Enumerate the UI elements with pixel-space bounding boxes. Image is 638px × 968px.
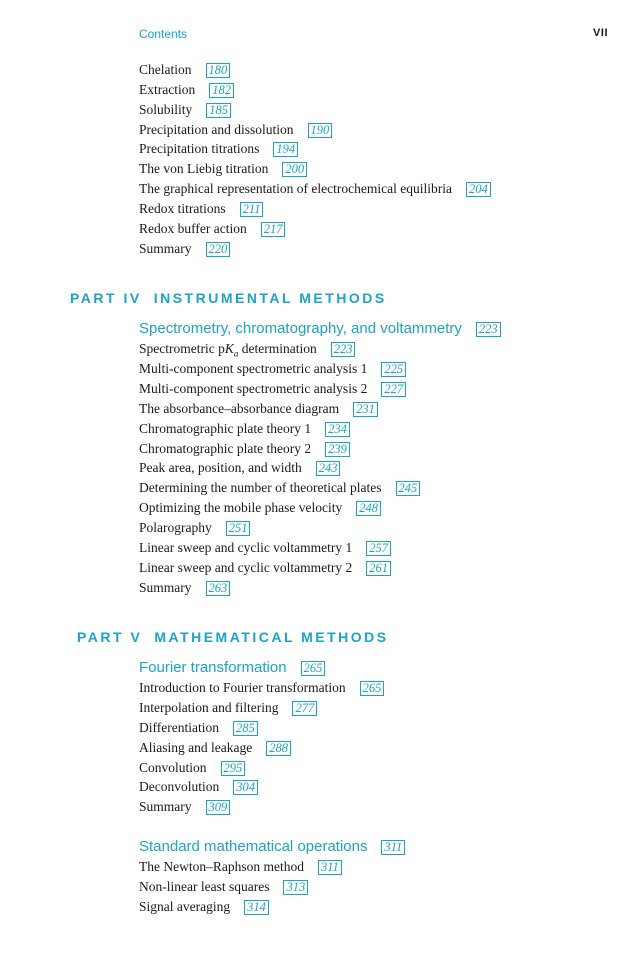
page-number: VII xyxy=(593,27,608,39)
page-link[interactable]: 223 xyxy=(331,342,356,357)
page-link[interactable]: 277 xyxy=(292,701,317,716)
page-link[interactable]: 314 xyxy=(244,900,269,915)
page-link[interactable]: 211 xyxy=(240,202,264,217)
page-link[interactable]: 285 xyxy=(233,721,258,736)
page-link[interactable]: 265 xyxy=(360,681,385,696)
page-link[interactable]: 234 xyxy=(325,422,350,437)
page-link[interactable]: 311 xyxy=(318,860,342,875)
page-link[interactable]: 180 xyxy=(206,63,231,78)
page-link[interactable]: 194 xyxy=(273,142,298,157)
page-link[interactable]: 288 xyxy=(266,741,291,756)
page-link[interactable]: 304 xyxy=(233,780,258,795)
page-link[interactable]: 225 xyxy=(381,362,406,377)
page-link[interactable]: 263 xyxy=(206,581,231,596)
page-link[interactable]: 313 xyxy=(283,880,308,895)
page-link[interactable]: 245 xyxy=(396,481,421,496)
part-heading: PART V MATHEMATICAL METHODS xyxy=(77,629,389,645)
page-link[interactable]: 200 xyxy=(282,162,307,177)
page-link[interactable]: 239 xyxy=(325,442,350,457)
page-link[interactable]: 295 xyxy=(221,761,246,776)
running-header-title: Contents xyxy=(139,27,188,41)
page-link[interactable]: 265 xyxy=(301,661,326,676)
page-link[interactable]: 185 xyxy=(206,103,231,118)
page-link[interactable]: 311 xyxy=(381,840,405,855)
page-link[interactable]: 217 xyxy=(261,222,286,237)
page-link[interactable]: 220 xyxy=(206,242,231,257)
page-link[interactable]: 231 xyxy=(353,402,378,417)
part-heading: PART IV INSTRUMENTAL METHODS xyxy=(70,290,387,306)
page-link[interactable]: 309 xyxy=(206,800,231,815)
page-link[interactable]: 251 xyxy=(226,521,251,536)
page-link[interactable]: 248 xyxy=(356,501,381,516)
page-link[interactable]: 227 xyxy=(381,382,406,397)
page-link[interactable]: 243 xyxy=(316,461,341,476)
page-link[interactable]: 261 xyxy=(366,561,391,576)
page-link[interactable]: 182 xyxy=(209,83,234,98)
page-link[interactable]: 257 xyxy=(366,541,391,556)
page-link[interactable]: 204 xyxy=(466,182,491,197)
page-link[interactable]: 223 xyxy=(476,322,501,337)
page-link[interactable]: 190 xyxy=(308,123,333,138)
